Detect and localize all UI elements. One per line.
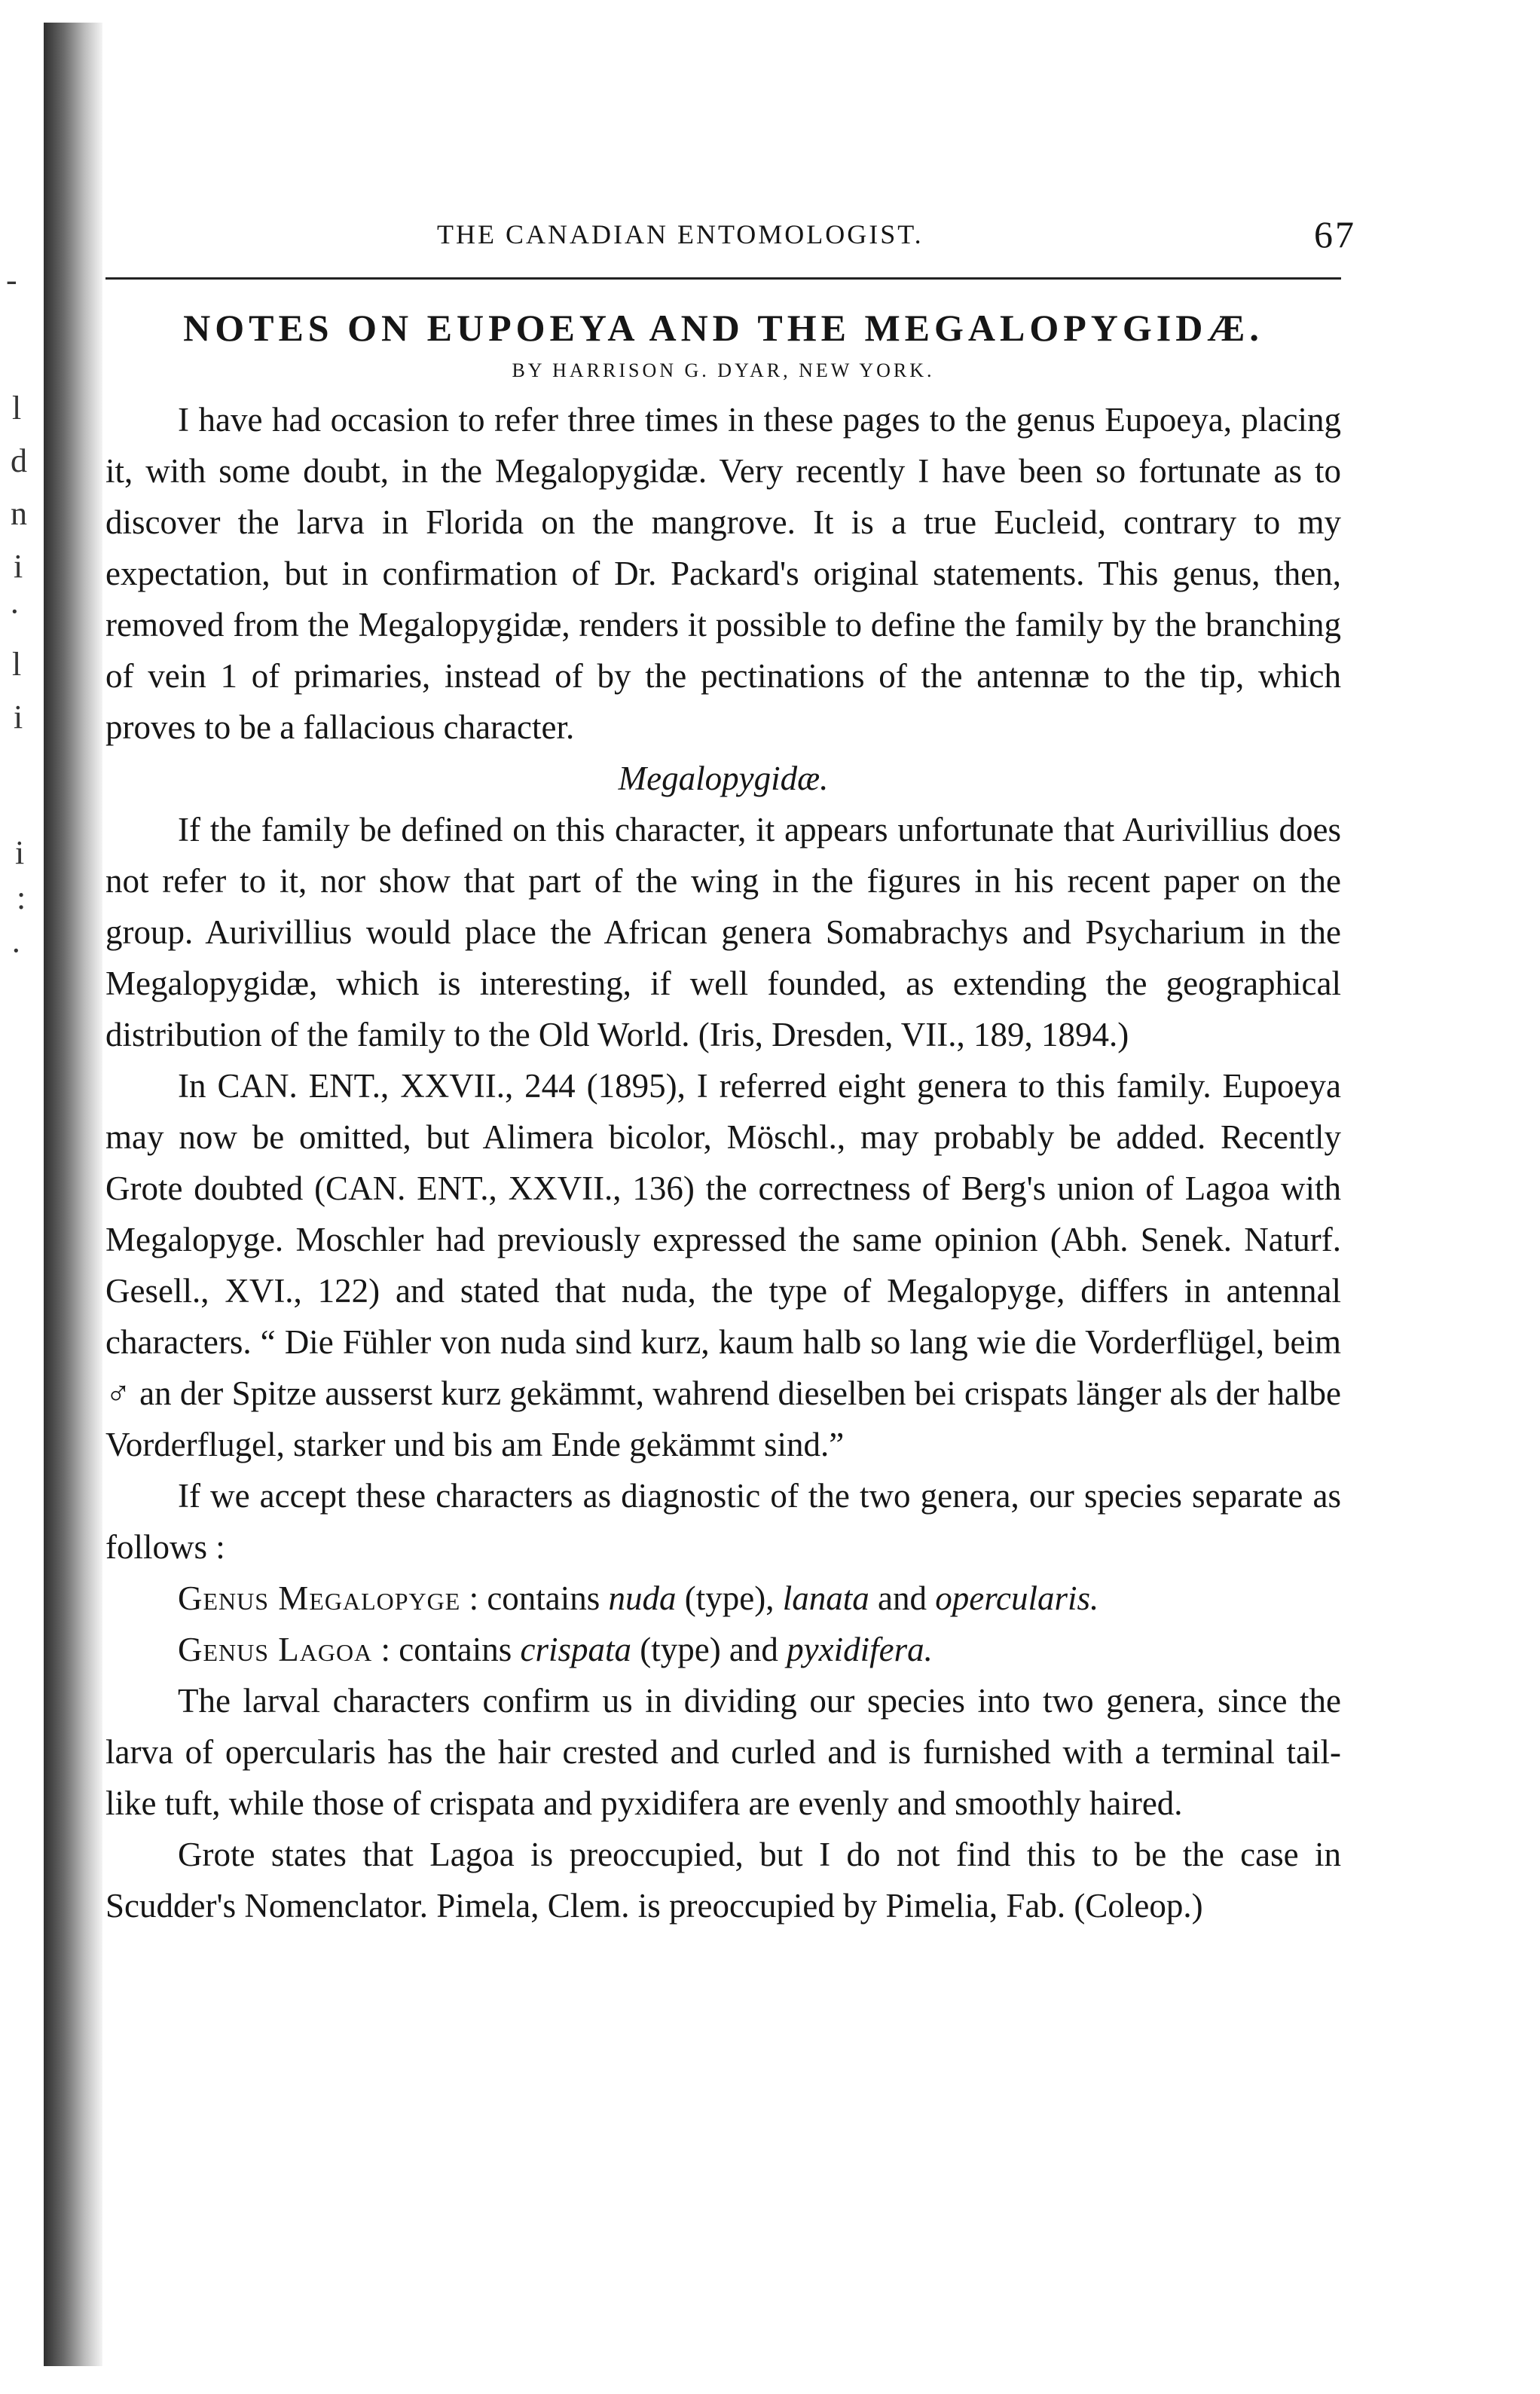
margin-mark: - <box>6 261 17 298</box>
paragraph: I have had occasion to refer three times in these pages to the genus Eupoeya, placing it, with some doubt, in the Megalopygidæ. Very recently I have been so fortunate as to discover the larva in Florida on the mangrove. It is a true Eucleid, contrary to my expectation, but in confirmation of Dr. Packard's original statements. This genus, then, removed from the Megalopygidæ, renders it possible to define the family by the branching of vein 1 of primaries, instead of by the pectinations of the antennæ to the tip, which proves to be a fallacious character. <box>105 401 1341 746</box>
byline: BY HARRISON G. DYAR, NEW YORK. <box>512 359 935 381</box>
paragraph: If we accept these characters as diagnostic of the two genera, our species separate as follows : <box>105 1477 1341 1566</box>
page-number: 67 <box>1314 213 1356 255</box>
margin-mark: : <box>17 879 26 916</box>
margin-mark: d <box>11 442 27 479</box>
species-name: opercularis. <box>935 1579 1099 1617</box>
margin-mark: i <box>14 699 23 735</box>
species-name: nuda <box>608 1579 677 1617</box>
genus-label: Genus Megalopyge <box>178 1579 461 1617</box>
margin-marks <box>0 0 45 2394</box>
margin-mark: l <box>12 390 22 427</box>
article-title: NOTES ON EUPOEYA AND THE MEGALOPYGIDÆ. <box>183 307 1263 349</box>
margin-mark: · <box>11 932 22 969</box>
journal-title: THE CANADIAN ENTOMOLOGIST. <box>437 219 924 249</box>
genus-entry <box>105 1573 1341 1624</box>
species-name: crispata <box>520 1631 631 1668</box>
genus-text: : contains <box>469 1579 600 1617</box>
binding-shadow <box>44 23 102 2366</box>
species-name: pyxidifera. <box>787 1631 933 1668</box>
margin-mark: n <box>11 495 27 532</box>
margin-mark: i <box>14 548 23 585</box>
running-head <box>105 213 1356 256</box>
genus-text: : contains <box>380 1631 512 1668</box>
margin-mark: · <box>9 593 20 630</box>
genus-entry <box>105 1624 1341 1675</box>
margin-mark: i <box>15 834 25 871</box>
species-name: lanata <box>782 1579 869 1617</box>
header-rule <box>105 277 1341 280</box>
margin-mark: l <box>12 646 22 683</box>
paragraph: If the family be defined on this character, it appears unfortunate that Aurivillius does not refer to it, nor show that part of the wing in the figures in his recent paper on the group. Aurivillius would place the African genera Somabrachys and Psycharium in the Megalopygidæ, which is interesting, if well founded, as extending the geographical distribution of the family to the Old World. (Iris, Dresden, VII., 189, 1894.) <box>105 811 1341 1053</box>
genus-text: and <box>878 1579 927 1617</box>
paragraph: Grote states that Lagoa is preoccupied, but I do not find this to be the case in Scudder's Nomenclator. Pimela, Clem. is preoccupied by Pimelia, Fab. (Coleop.) <box>105 1836 1341 1925</box>
page-content <box>105 213 1356 1931</box>
genus-label: Genus Lagoa <box>178 1631 373 1668</box>
genus-text: (type) and <box>640 1631 778 1668</box>
paragraph: The larval characters confirm us in dividing our species into two genera, since the larva of opercularis has the hair crested and curled and is furnished with a terminal tail-like tuft, while those of crispata and pyxidifera are evenly and smoothly haired. <box>105 1682 1341 1822</box>
paragraph: In CAN. ENT., XXVII., 244 (1895), I referred eight genera to this family. Eupoeya may now be omitted, but Alimera bicolor, Möschl., may probably be added. Recently Grote doubted (CAN. ENT., XXVII., 136) the correctness of Berg's union of Lagoa with Megalopyge. Moschler had previously expressed the same opinion (Abh. Senek. Naturf. Gesell., XVI., 122) and stated that nuda, the type of Megalopyge, differs in antennal characters. “ Die Fühler von nuda sind kurz, kaum halb so lang wie die Vorderflügel, beim ♂ an der Spitze ausserst kurz gekämmt, wahrend dieselben bei crispats länger als der halbe Vorderflugel, starker und bis am Ende gekämmt sind.” <box>105 1067 1341 1463</box>
genus-text: (type), <box>684 1579 775 1617</box>
section-heading: Megalopygidæ. <box>618 760 829 797</box>
